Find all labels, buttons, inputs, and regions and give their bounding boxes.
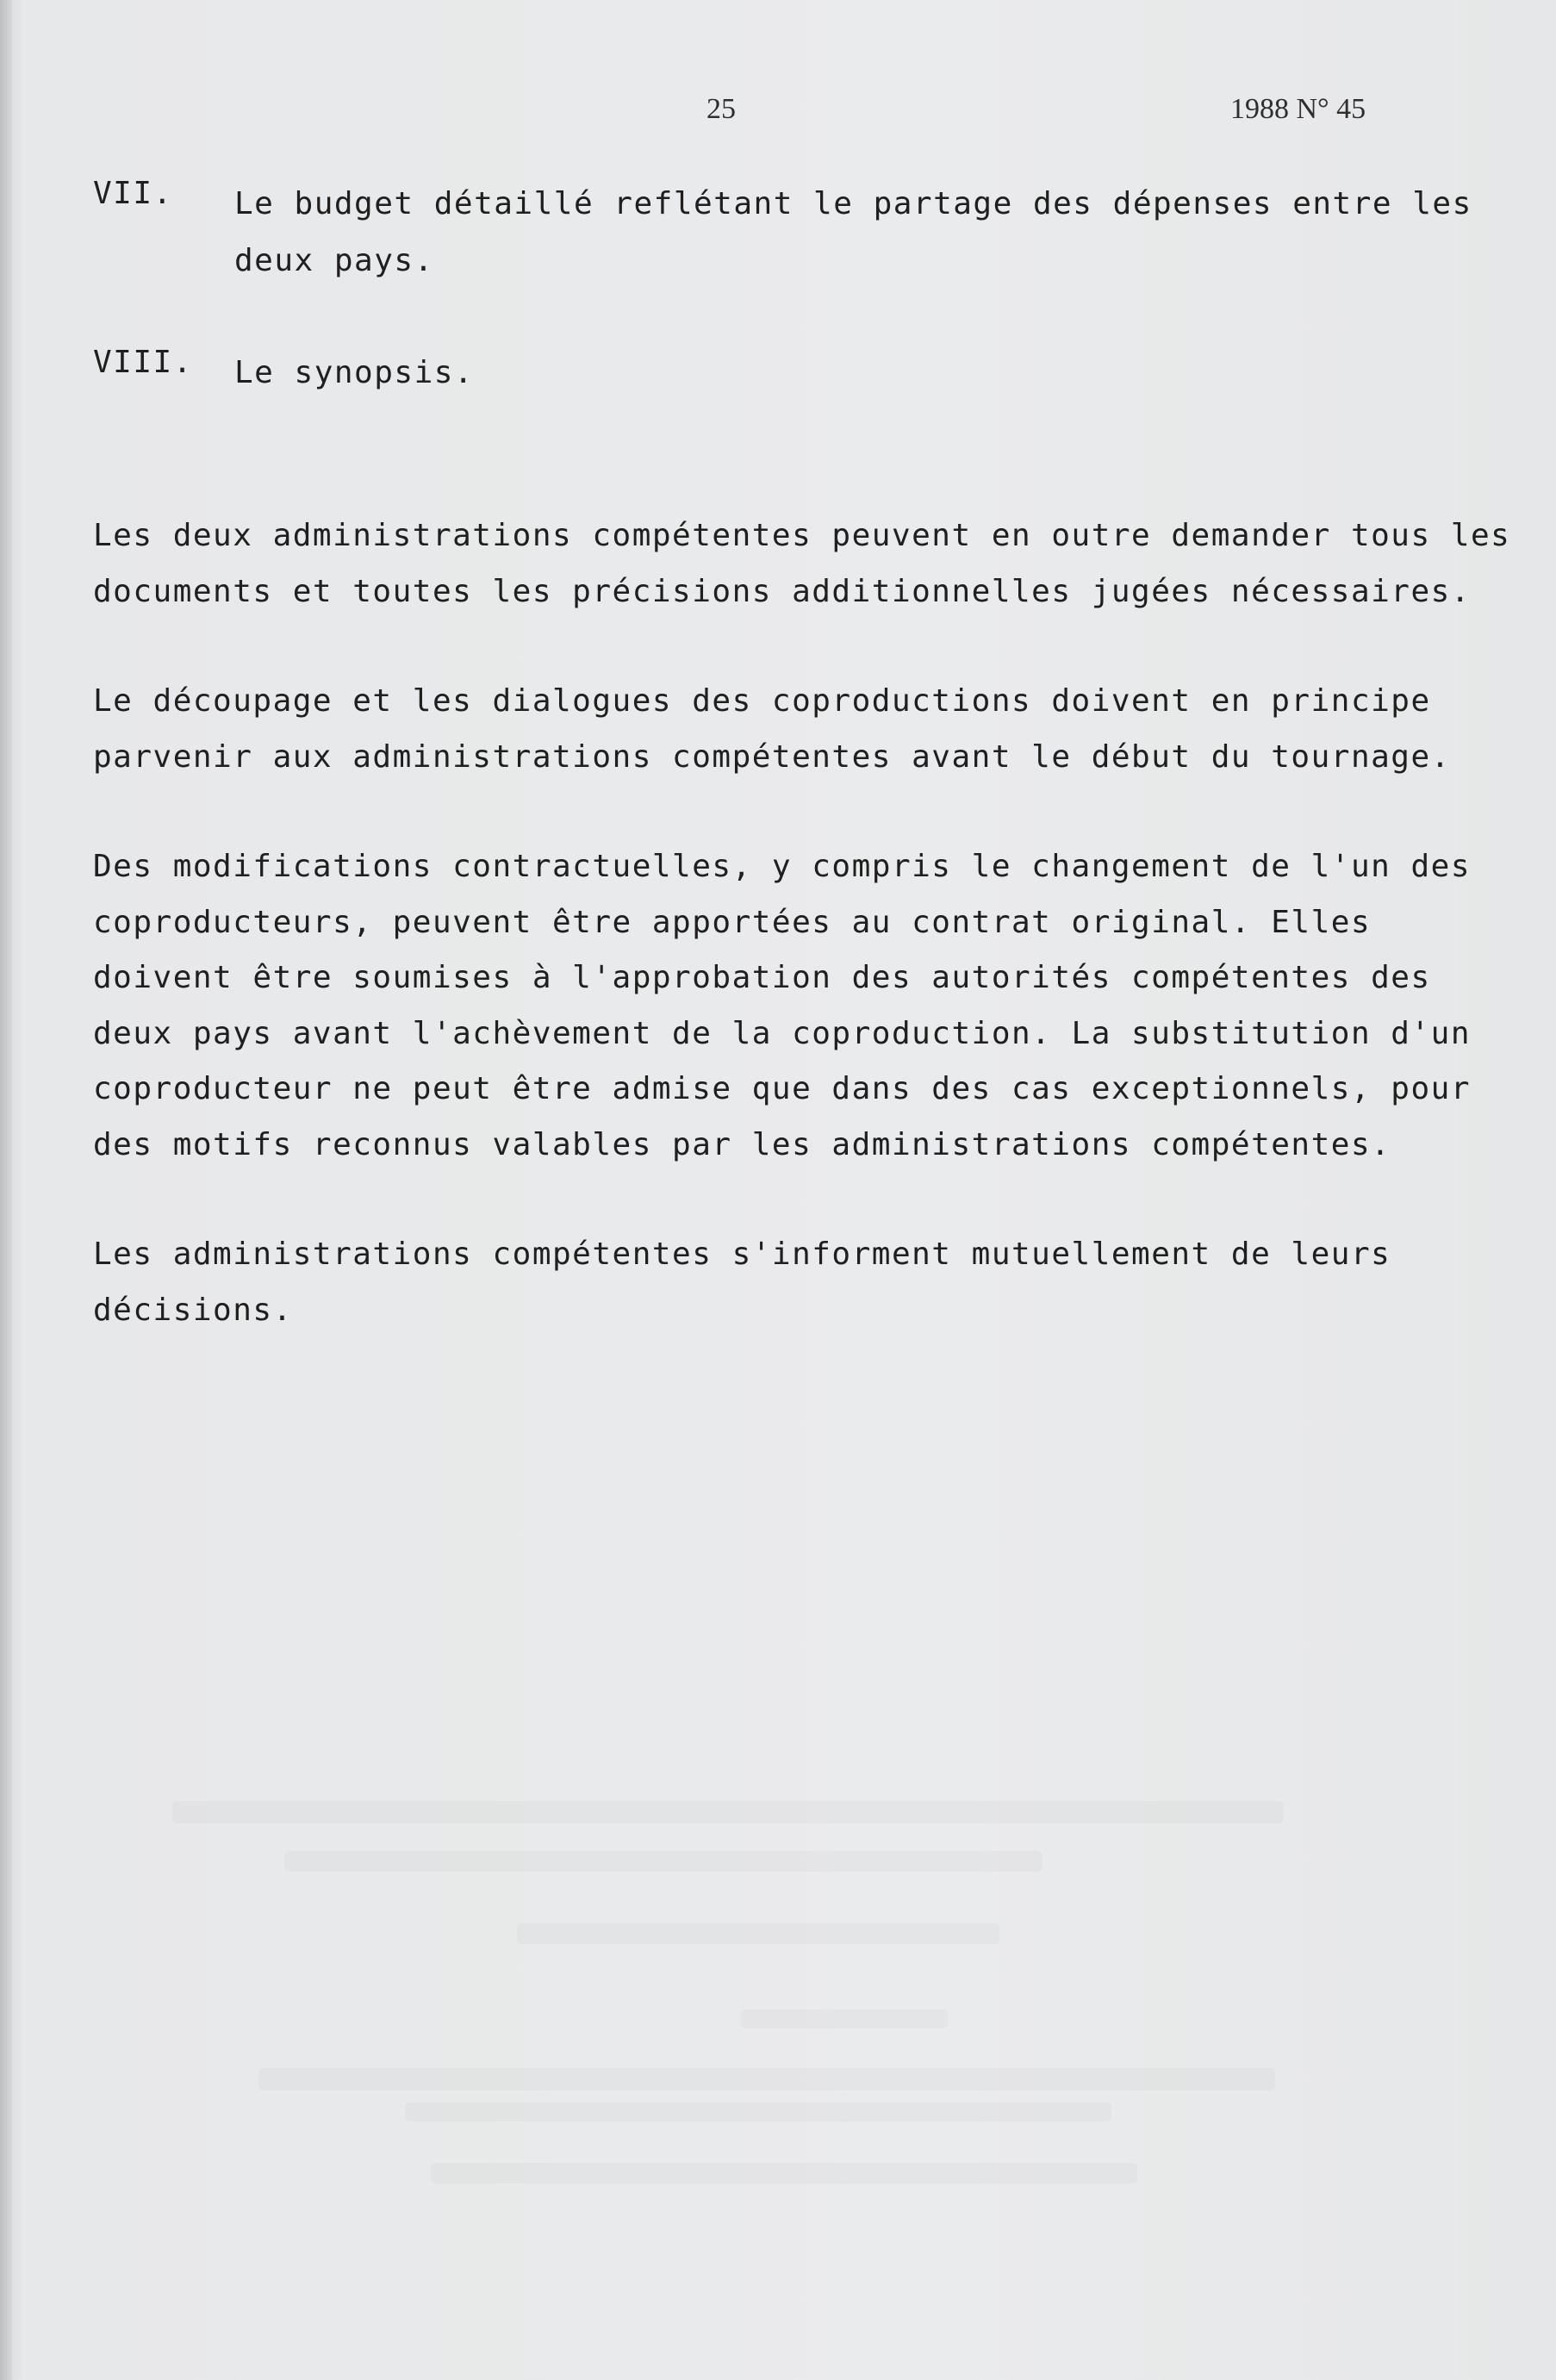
show-through-mark — [431, 2163, 1137, 2184]
show-through-mark — [258, 2068, 1275, 2090]
show-through-mark — [284, 1851, 1043, 1872]
page-number: 25 — [706, 93, 736, 125]
issue-label: 1988 N° 45 — [1230, 93, 1366, 125]
paragraph-line: Des modifications contractuelles, y compris le changement de l'un des — [93, 849, 1471, 884]
paragraph-decisions — [93, 1227, 1454, 1338]
paragraph-line: Les deux administrations compétentes peuvent en outre demander tous les — [93, 518, 1511, 553]
paragraph-line: coproducteur ne peut être admise que dans des cas exceptionnels, pour — [93, 1071, 1471, 1106]
paragraph-decoupage — [93, 674, 1454, 785]
show-through-mark — [517, 1923, 999, 1944]
item-numeral: VII. — [93, 176, 173, 211]
paragraph-line: décisions. — [93, 1292, 293, 1328]
paragraph-line: Le découpage et les dialogues des coproductions doivent en principe — [93, 683, 1431, 719]
show-through-mark — [405, 2103, 1111, 2121]
paragraph-modifications — [93, 839, 1471, 1173]
item-numeral: VIII. — [93, 345, 193, 380]
paragraph-line: des motifs reconnus valables par les administrations compétentes. — [93, 1126, 1391, 1162]
paragraph-line: doivent être soumises à l'approbation des autorités compétentes des — [93, 960, 1431, 995]
item-line: Le synopsis. — [234, 355, 475, 390]
paragraph-line: documents et toutes les précisions additionnelles jugées nécessaires. — [93, 573, 1471, 609]
paragraph-documents — [93, 508, 1511, 620]
page-binding-edge — [0, 0, 12, 2380]
paragraph-line: Les administrations compétentes s'informent mutuellement de leurs — [93, 1237, 1391, 1272]
show-through-mark — [741, 2009, 948, 2028]
paragraph-line: parvenir aux administrations compétentes avant le début du tournage. — [93, 738, 1451, 775]
paragraph-line: deux pays avant l'achèvement de la coproduction. La substitution d'un — [93, 1015, 1471, 1051]
item-line: deux pays. — [234, 243, 434, 278]
show-through-mark — [172, 1801, 1284, 1823]
item-body — [234, 176, 1472, 290]
item-line: Le budget détaillé reflétant le partage des dépenses entre les — [234, 186, 1472, 221]
paragraph-line: coproducteurs, peuvent être apportées au contrat original. Elles — [93, 904, 1372, 940]
item-body — [234, 345, 474, 402]
